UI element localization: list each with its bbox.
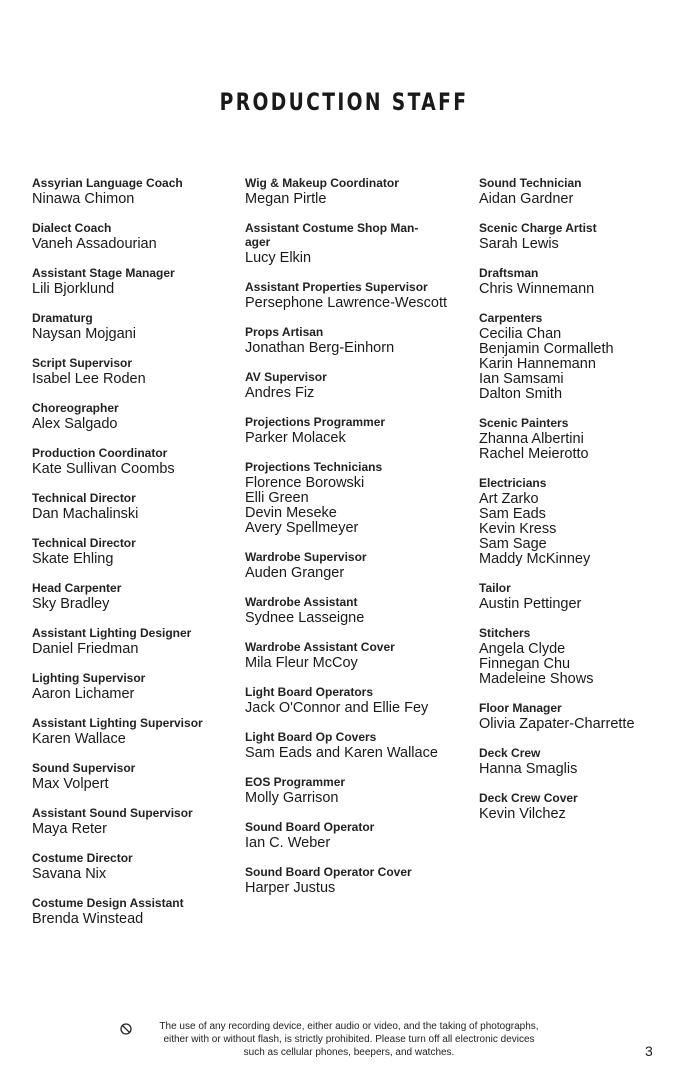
role-title: Draftsman	[479, 266, 539, 280]
staff-column-2	[245, 176, 460, 910]
staff-names	[245, 341, 460, 356]
role-title: Assistant Lighting Supervisor	[32, 716, 203, 730]
role-title: Carpenters	[479, 311, 543, 325]
staff-name: Kate Sullivan Coombs	[32, 461, 175, 477]
staff-name: Zhanna Albertini	[479, 431, 584, 447]
staff-name: Maddy McKinney	[479, 551, 591, 567]
staff-entry	[479, 266, 679, 297]
role-title: Choreographer	[32, 401, 119, 415]
role-title: Floor Manager	[479, 701, 562, 715]
role-title: Stitchers	[479, 626, 531, 640]
staff-names	[479, 642, 679, 687]
staff-name: Karen Wallace	[32, 731, 126, 747]
staff-entry	[479, 311, 679, 402]
role-title: Wardrobe Assistant	[245, 595, 358, 609]
staff-names	[245, 611, 460, 626]
staff-name: Florence Borowski	[245, 475, 365, 491]
staff-names	[245, 192, 460, 207]
staff-name: Aidan Gardner	[479, 191, 574, 207]
staff-entry	[479, 176, 679, 207]
staff-names	[245, 566, 460, 581]
staff-name: Lucy Elkin	[245, 250, 312, 266]
role-title: AV Supervisor	[245, 370, 327, 384]
staff-entry	[32, 401, 232, 432]
staff-entry	[245, 640, 460, 671]
staff-name: Jack O'Connor and Ellie Fey	[245, 700, 429, 716]
staff-names	[245, 836, 460, 851]
staff-name: Vaneh Assadourian	[32, 236, 157, 252]
staff-names	[245, 386, 460, 401]
staff-names	[32, 417, 232, 432]
role-title: Assistant Properties Supervisor	[245, 280, 428, 294]
role-title: Light Board Operators	[245, 685, 374, 699]
notice-line: such as cellular phones, beepers, and watches.	[243, 1047, 455, 1058]
staff-entry	[245, 415, 460, 446]
staff-name: Auden Granger	[245, 565, 345, 581]
staff-names	[479, 192, 679, 207]
staff-entry	[32, 671, 232, 702]
role-title: Projections Programmer	[245, 415, 386, 429]
staff-entry	[479, 701, 679, 732]
page-title: PRODUCTION STAFF	[219, 88, 469, 116]
staff-names	[245, 476, 460, 536]
role-title: Deck Crew	[479, 746, 541, 760]
role-title: Sound Board Operator Cover	[245, 865, 412, 879]
role-title: Assistant Sound Supervisor	[32, 806, 193, 820]
staff-name: Parker Molacek	[245, 430, 346, 446]
staff-entry	[479, 791, 679, 822]
staff-name: Sydnee Lasseigne	[245, 610, 365, 626]
role-title: Technical Director	[32, 491, 136, 505]
staff-names	[32, 867, 232, 882]
role-title: Tailor	[479, 581, 511, 595]
staff-name: Karin Hannemann	[479, 356, 596, 372]
role-title: Wig & Makeup Coordinator	[245, 176, 399, 190]
staff-name: Jonathan Berg-Einhorn	[245, 340, 395, 356]
staff-name: Alex Salgado	[32, 416, 118, 432]
staff-name: Art Zarko	[479, 491, 539, 507]
staff-name: Harper Justus	[245, 880, 336, 896]
staff-name: Lili Bjorklund	[32, 281, 115, 297]
role-title: Lighting Supervisor	[32, 671, 146, 685]
staff-entry	[479, 626, 679, 687]
staff-names	[32, 912, 232, 927]
staff-entry	[479, 746, 679, 777]
staff-entry	[245, 550, 460, 581]
recording-notice	[120, 1020, 560, 1059]
role-title: Scenic Charge Artist	[479, 221, 597, 235]
staff-entry	[245, 865, 460, 896]
staff-name: Madeleine Shows	[479, 671, 594, 687]
staff-names	[245, 791, 460, 806]
staff-names	[245, 701, 460, 716]
staff-names	[479, 807, 679, 822]
staff-entry	[245, 775, 460, 806]
role-title: Sound Board Operator	[245, 820, 375, 834]
notice-line: either with or without flash, is strictly prohibited. Please turn off all electronic devices	[163, 1034, 535, 1045]
staff-entry	[479, 221, 679, 252]
role-title: Props Artisan	[245, 325, 324, 339]
role-title: Scenic Painters	[479, 416, 569, 430]
staff-name: Naysan Mojgani	[32, 326, 136, 342]
role-title: Light Board Op Covers	[245, 730, 377, 744]
role-title: Wardrobe Supervisor	[245, 550, 367, 564]
staff-name: Ian C. Weber	[245, 835, 331, 851]
staff-names	[245, 746, 460, 761]
role-title: Technical Director	[32, 536, 136, 550]
staff-names	[245, 656, 460, 671]
role-title: Script Supervisor	[32, 356, 133, 370]
staff-entry	[32, 716, 232, 747]
staff-names	[32, 777, 232, 792]
role-title: Sound Technician	[479, 176, 582, 190]
staff-entry	[32, 266, 232, 297]
role-title: Electricians	[479, 476, 547, 490]
staff-name: Devin Meseke	[245, 505, 337, 521]
staff-entry	[245, 730, 460, 761]
staff-name: Molly Garrison	[245, 790, 339, 806]
staff-names	[32, 282, 232, 297]
staff-names	[479, 597, 679, 612]
role-title: Costume Design Assistant	[32, 896, 184, 910]
staff-name: Avery Spellmeyer	[245, 520, 359, 536]
staff-name: Sam Eads and Karen Wallace	[245, 745, 438, 761]
role-title: Wardrobe Assistant Cover	[245, 640, 395, 654]
staff-names	[32, 372, 232, 387]
staff-names	[479, 762, 679, 777]
staff-names	[245, 251, 460, 266]
staff-entry	[245, 325, 460, 356]
staff-names	[32, 642, 232, 657]
staff-name: Sky Bradley	[32, 596, 110, 612]
staff-names	[32, 462, 232, 477]
no-recording-icon	[120, 1023, 132, 1035]
staff-entry	[32, 626, 232, 657]
staff-entry	[245, 460, 460, 536]
staff-names	[32, 507, 232, 522]
staff-entry	[245, 685, 460, 716]
staff-name: Megan Pirtle	[245, 191, 327, 207]
staff-name: Dan Machalinski	[32, 506, 139, 522]
staff-name: Finnegan Chu	[479, 656, 571, 672]
staff-entry	[32, 806, 232, 837]
staff-entry	[479, 416, 679, 462]
staff-names	[32, 687, 232, 702]
staff-entry	[245, 370, 460, 401]
staff-entry	[32, 356, 232, 387]
staff-entry	[32, 311, 232, 342]
staff-entry	[32, 896, 232, 927]
staff-names	[479, 492, 679, 567]
staff-names	[479, 717, 679, 732]
staff-name: Benjamin Cormalleth	[479, 341, 614, 357]
staff-name: Kevin Vilchez	[479, 806, 566, 822]
staff-entry	[32, 536, 232, 567]
staff-name: Cecilia Chan	[479, 326, 562, 342]
staff-entry	[245, 595, 460, 626]
role-title: Dialect Coach	[32, 221, 112, 235]
role-title: Sound Supervisor	[32, 761, 136, 775]
page-number: 3	[645, 1043, 653, 1059]
staff-names	[245, 296, 460, 311]
staff-name: Angela Clyde	[479, 641, 566, 657]
staff-names	[479, 327, 679, 402]
role-title: Costume Director	[32, 851, 133, 865]
role-title: Assistant Lighting Designer	[32, 626, 192, 640]
staff-name: Sam Sage	[479, 536, 547, 552]
staff-entry	[245, 176, 460, 207]
staff-name: Olivia Zapater-Charrette	[479, 716, 635, 732]
staff-name: Daniel Friedman	[32, 641, 139, 657]
staff-names	[32, 822, 232, 837]
staff-entry	[32, 851, 232, 882]
staff-name: Ian Samsami	[479, 371, 564, 387]
staff-name: Max Volpert	[32, 776, 109, 792]
staff-names	[32, 237, 232, 252]
staff-name: Chris Winnemann	[479, 281, 595, 297]
staff-name: Elli Green	[245, 490, 309, 506]
staff-entry	[32, 221, 232, 252]
staff-names	[32, 327, 232, 342]
role-title: Production Coordinator	[32, 446, 168, 460]
staff-name: Andres Fiz	[245, 385, 315, 401]
role-title: EOS Programmer	[245, 775, 346, 789]
role-title: Dramaturg	[32, 311, 93, 325]
staff-name: Kevin Kress	[479, 521, 557, 537]
staff-names	[479, 237, 679, 252]
staff-entry	[479, 581, 679, 612]
staff-names	[245, 431, 460, 446]
staff-name: Austin Pettinger	[479, 596, 582, 612]
staff-name: Mila Fleur McCoy	[245, 655, 358, 671]
staff-entry	[479, 476, 679, 567]
staff-column-1	[32, 176, 232, 941]
role-title: Assyrian Language Coach	[32, 176, 183, 190]
staff-name: Skate Ehling	[32, 551, 114, 567]
staff-entry	[32, 761, 232, 792]
staff-entry	[32, 176, 232, 207]
notice-line: The use of any recording device, either audio or video, and the taking of photographs,	[159, 1021, 539, 1032]
role-title: Assistant Costume Shop Man- ager	[245, 221, 419, 249]
staff-name: Hanna Smaglis	[479, 761, 578, 777]
staff-entry	[32, 491, 232, 522]
staff-names	[32, 552, 232, 567]
staff-name: Isabel Lee Roden	[32, 371, 146, 387]
staff-names	[479, 282, 679, 297]
staff-name: Ninawa Chimon	[32, 191, 135, 207]
staff-name: Sarah Lewis	[479, 236, 559, 252]
staff-entry	[245, 221, 460, 266]
staff-entry	[245, 820, 460, 851]
staff-name: Rachel Meierotto	[479, 446, 589, 462]
staff-column-3	[479, 176, 679, 836]
staff-names	[32, 732, 232, 747]
staff-names	[32, 192, 232, 207]
staff-entry	[245, 280, 460, 311]
staff-name: Persephone Lawrence-Wescott	[245, 295, 448, 311]
role-title: Projections Technicians	[245, 460, 383, 474]
staff-name: Brenda Winstead	[32, 911, 144, 927]
role-title: Head Carpenter	[32, 581, 122, 595]
staff-name: Maya Reter	[32, 821, 107, 837]
staff-names	[245, 881, 460, 896]
staff-names	[479, 432, 679, 462]
role-title: Assistant Stage Manager	[32, 266, 175, 280]
staff-name: Dalton Smith	[479, 386, 563, 402]
staff-names	[32, 597, 232, 612]
staff-entry	[32, 446, 232, 477]
role-title: Deck Crew Cover	[479, 791, 578, 805]
recording-notice-text	[138, 1020, 560, 1059]
staff-name: Aaron Lichamer	[32, 686, 135, 702]
staff-name: Savana Nix	[32, 866, 107, 882]
staff-name: Sam Eads	[479, 506, 546, 522]
staff-entry	[32, 581, 232, 612]
